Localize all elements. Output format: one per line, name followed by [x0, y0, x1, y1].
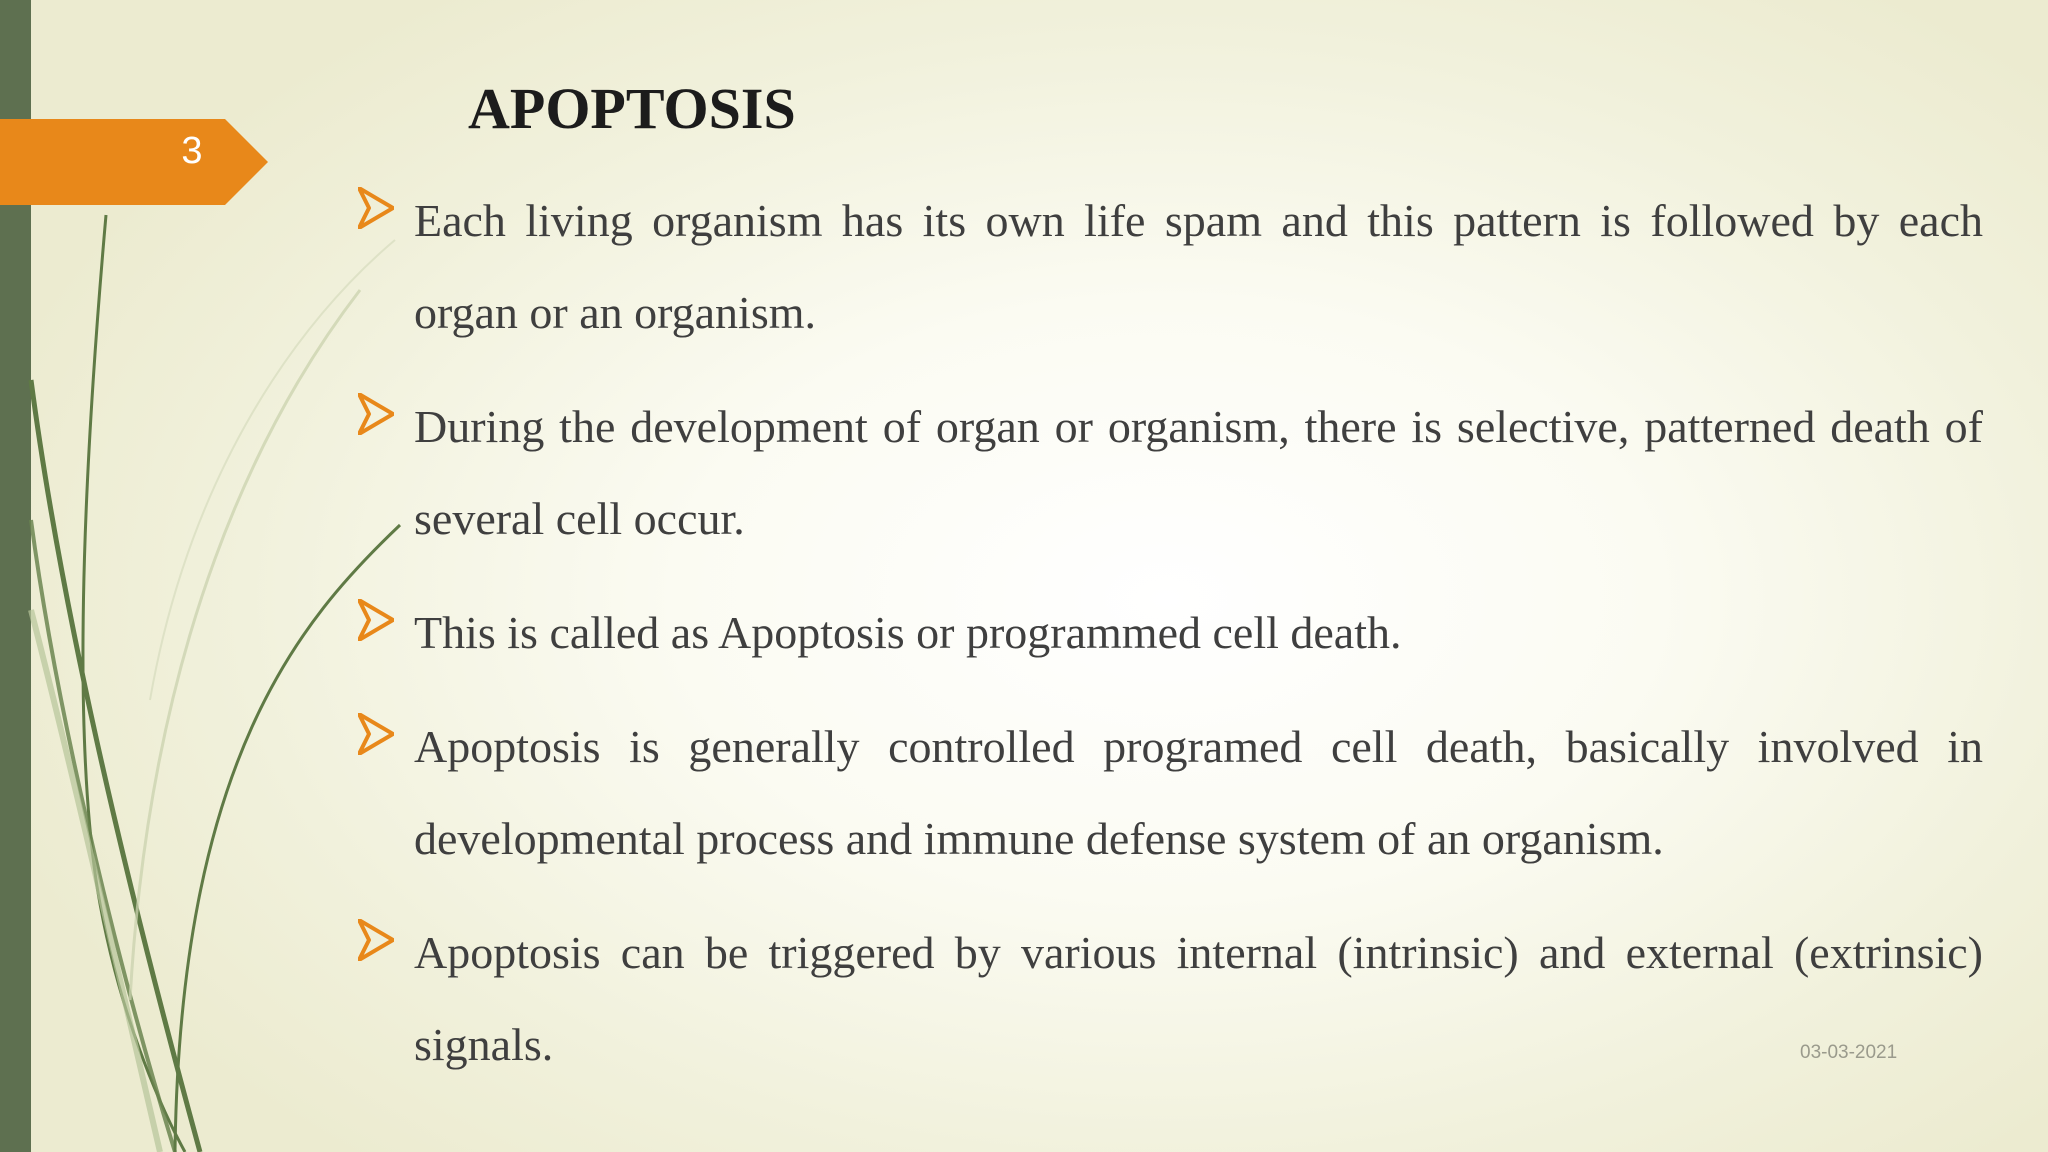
bullet-text: Apoptosis is generally controlled programed cell death, basically involved in developmental process and immune defense system of an organism.: [414, 721, 1983, 864]
bullet-text: This is called as Apoptosis or programmed cell death.: [414, 607, 1402, 658]
arrowhead-bullet-icon: [358, 393, 394, 435]
bullet-text: Apoptosis can be triggered by various internal (intrinsic) and external (extrinsic) signals.: [414, 927, 1983, 1070]
arrowhead-bullet-icon: [358, 919, 394, 961]
arrowhead-bullet-icon: [358, 713, 394, 755]
bullet-item: [358, 381, 1983, 565]
bullet-item: [358, 907, 1983, 1091]
bullet-text: Each living organism has its own life spam and this pattern is followed by each organ or an organism.: [414, 195, 1983, 338]
arrowhead-bullet-icon: [358, 187, 394, 229]
bullet-list: [358, 175, 1983, 1113]
slide-title: APOPTOSIS: [468, 76, 796, 141]
slide-date: 03-03-2021: [1800, 1042, 1898, 1063]
bullet-text: During the development of organ or organism, there is selective, patterned death of several cell occur.: [414, 401, 1983, 544]
bullet-item: [358, 701, 1983, 885]
slide-number: 3: [181, 130, 203, 172]
bullet-item: [358, 175, 1983, 359]
bullet-item: [358, 587, 1983, 679]
arrowhead-bullet-icon: [358, 599, 394, 641]
slide-number-tab: [0, 119, 268, 205]
